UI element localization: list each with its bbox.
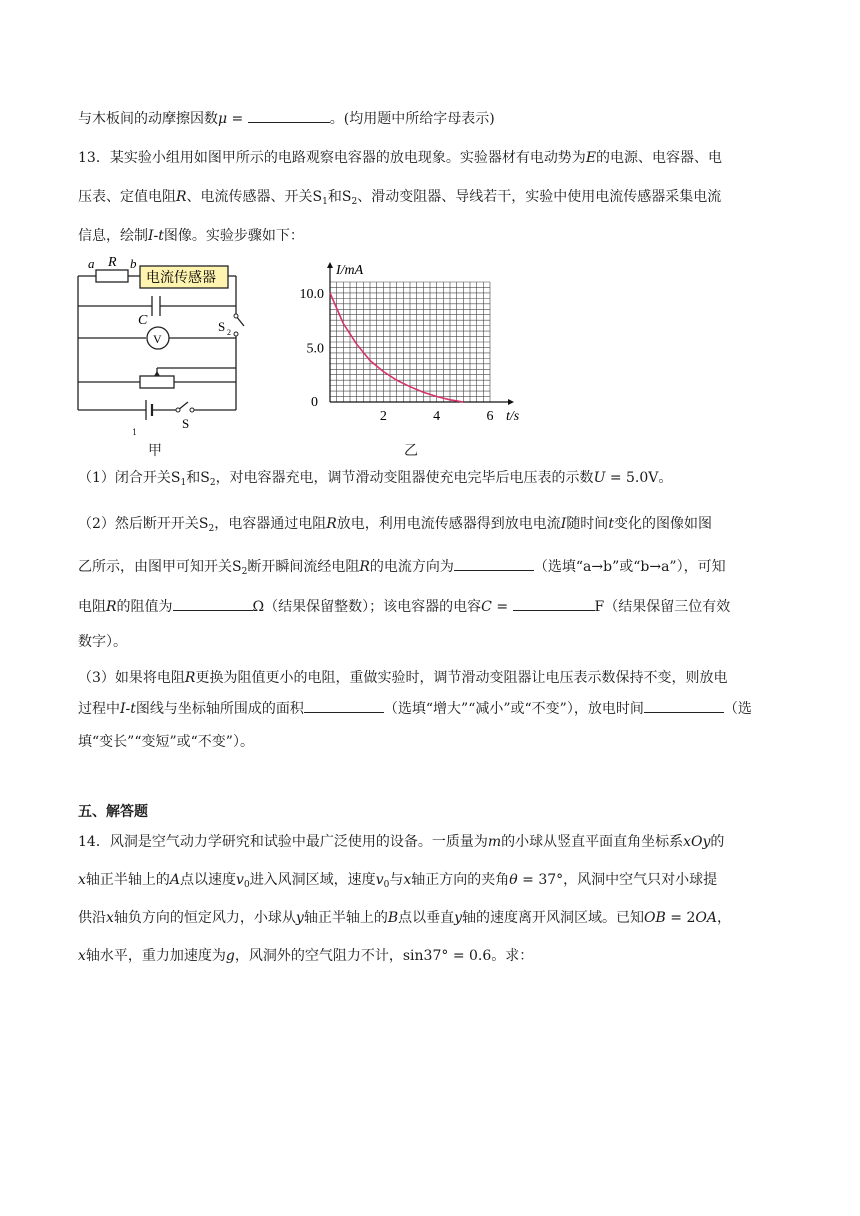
chart-grid — [330, 282, 490, 402]
chart-axes — [327, 262, 514, 405]
x-axis-arrow — [508, 399, 514, 405]
label-S1-sub: 1 — [132, 428, 138, 437]
resistor-R — [96, 270, 128, 282]
step3-line-2: 过程中I-t图线与坐标轴所围成的面积 （选填“增大”“减小”或“不变”），放电时间 （选 — [78, 698, 752, 719]
equals: = — [227, 111, 248, 127]
label-S1: S — [182, 416, 190, 430]
sensor-label: 电流传感器 — [146, 271, 216, 286]
step2-line-2: 乙所示，由图甲可知开关$S_2$断开瞬间流经电阻R的电流方向为 （选填“a→b”或“b→a”），可知 — [78, 556, 726, 582]
capacitance-blank[interactable] — [513, 596, 595, 611]
label-S2: S — [218, 319, 226, 334]
area-blank[interactable] — [304, 698, 384, 713]
x-tick-label: 4 — [433, 409, 441, 424]
answer-blank[interactable] — [248, 108, 330, 123]
q12-tail-line — [78, 108, 495, 129]
step2-line-1: （2）然后断开开关$S_2$，电容器通过电阻R放电，利用电流传感器得到放电电流I随时间t变化的图像如图 — [78, 516, 712, 534]
q12-text: 与木板间的动摩擦因数 — [78, 111, 218, 127]
q12-note: 。(均用题中所给字母表示) — [329, 111, 495, 127]
mu-symbol: μ — [218, 111, 228, 127]
label-S2-sub: 2 — [227, 328, 231, 337]
direction-blank[interactable] — [454, 556, 534, 571]
q13-line-1: 13．某实验小组用如图甲所示的电路观察电容器的放电现象。实验器材有电动势为E的电源、电容器、电 — [78, 150, 723, 166]
label-b: b — [130, 256, 137, 271]
step3-line-3: 填“变长”“变短”或“不变”）。 — [78, 734, 254, 750]
q13-line-3: 信息，绘制I-t图像。实验步骤如下： — [78, 228, 304, 244]
step1-line: （1）闭合开关$S_1$和$S_2$，对电容器充电，调节滑动变阻器使充电完毕后电压表的示数U = 5.0V。 — [78, 470, 673, 488]
origin-label: 0 — [311, 395, 318, 410]
caption-jia: 甲 — [148, 443, 162, 459]
step2-line-3: 电阻R的阻值为 Ω（结果保留整数）；该电容器的电容C = F（结果保留三位有效 — [78, 596, 730, 617]
y-axis-arrow — [327, 262, 333, 268]
y-tick-label: 5.0 — [306, 341, 324, 357]
time-blank[interactable] — [644, 698, 724, 713]
caption-yi: 乙 — [404, 443, 418, 459]
label-a: a — [88, 256, 95, 271]
y-tick-label: 10.0 — [299, 286, 324, 302]
step2-line-4: 数字）。 — [78, 634, 127, 650]
step3-line-1: （3）如果将电阻R更换为阻值更小的电阻，重做实验时，调节滑动变阻器让电压表示数保持不变，则放电 — [78, 670, 728, 686]
label-R: R — [108, 255, 117, 270]
x-tick-label: 6 — [486, 409, 494, 424]
x-axis-label: t/s — [506, 409, 520, 424]
q14-line-1: 14．风洞是空气动力学研究和试验中最广泛使用的设备。一质量为m的小球从竖直平面直角坐标系xOy的 — [78, 834, 725, 850]
voltmeter-label: V — [153, 332, 162, 346]
x-tick-label: 2 — [379, 409, 387, 424]
q13-line-2: 压表、定值电阻R、电流传感器、开关$S_1$和$S_2$、滑动变阻器、导线若干，实验中使用电流传感器采集电流 — [78, 189, 722, 207]
section-title: 五、解答题 — [78, 804, 148, 820]
y-axis-label: I/mA — [336, 263, 364, 278]
label-C: C — [138, 313, 148, 328]
q14-line-4: x轴水平，重力加速度为g，风洞外的空气阻力不计，sin37° = 0.6。求： — [78, 948, 534, 964]
q14-line-2: x轴正半轴上的A点以速度$v_0$进入风洞区域，速度$v_0$与x轴正方向的夹角θ = 37°，风洞中空气只对小球提 — [78, 872, 718, 890]
it-chart — [290, 254, 530, 426]
q14-line-3: 供沿x轴负方向的恒定风力，小球从y轴正半轴上的B点以垂直y轴的速度离开风洞区域。已知OB = 2OA， — [78, 910, 731, 926]
resistance-blank[interactable] — [173, 596, 253, 611]
circuit-diagram — [70, 252, 250, 430]
